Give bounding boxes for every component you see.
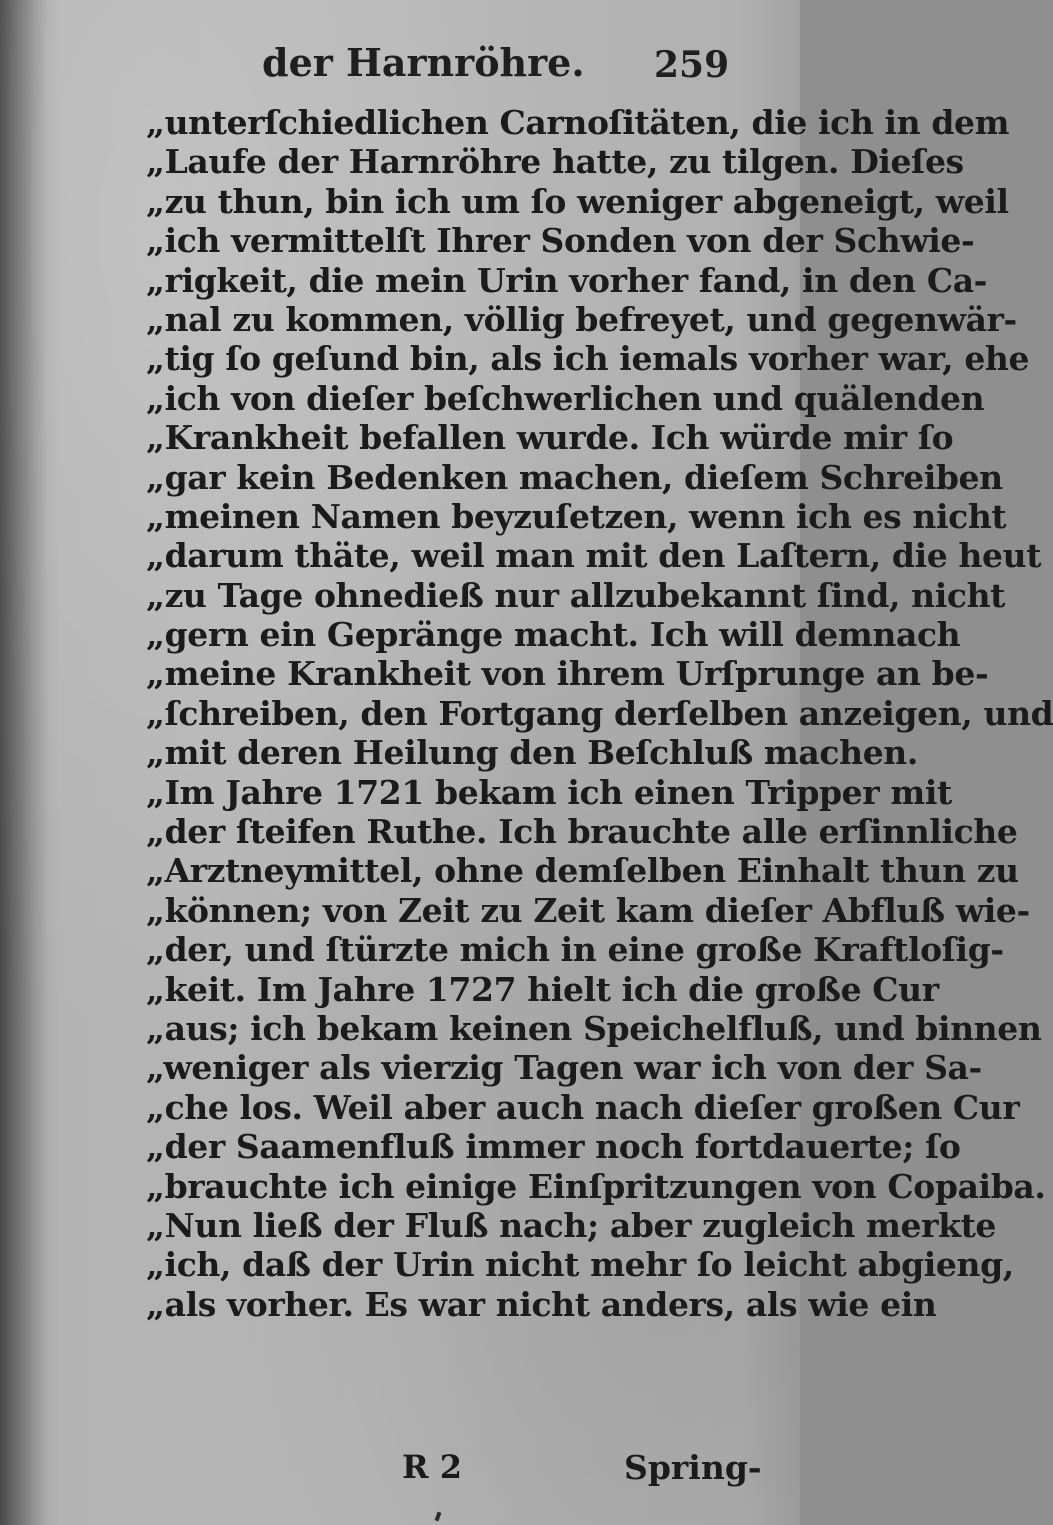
ink-speck xyxy=(435,1512,442,1522)
text-line: „brauchte ich einige Einſpritzungen von Copaiba. xyxy=(146,1166,1046,1206)
page-header xyxy=(0,40,800,100)
text-line: „Im Jahre 1721 bekam ich einen Tripper mit xyxy=(146,772,952,812)
text-line: „meine Krankheit von ihrem Urſprunge an be- xyxy=(146,654,989,694)
text-line: „Laufe der Harnröhre hatte, zu tilgen. Dieſes xyxy=(146,142,964,182)
text-line: „der Saamenfluß immer noch fortdauerte; ſo xyxy=(146,1127,961,1167)
text-line: „Krankheit befallen wurde. Ich würde mir ſo xyxy=(146,418,954,458)
text-line: „tig ſo geſund bin, als ich iemals vorher war, ehe xyxy=(146,339,1030,379)
text-line: „gar kein Bedenken machen, dieſem Schreiben xyxy=(146,457,1003,497)
text-line: „keit. Im Jahre 1727 hielt ich die große Cur xyxy=(146,969,939,1009)
text-line: „der ſteifen Ruthe. Ich brauchte alle erſinnliche xyxy=(146,812,1018,852)
text-line: „che los. Weil aber auch nach dieſer großen Cur xyxy=(146,1087,1020,1127)
text-line: „ſchreiben, den Fortgang derſelben anzeigen, und xyxy=(146,693,1053,733)
text-line: „aus; ich bekam keinen Speichelfluß, und binnen xyxy=(146,1008,1042,1048)
text-line: „als vorher. Es war nicht anders, als wie ein xyxy=(146,1284,937,1324)
text-line: „gern ein Gepränge macht. Ich will demnach xyxy=(146,615,961,655)
text-line: „weniger als vierzig Tagen war ich von der Sa- xyxy=(146,1048,982,1088)
text-line: „zu Tage ohnedieß nur allzubekannt ſind, nicht xyxy=(146,575,1006,615)
text-line: „ich, daß der Urin nicht mehr ſo leicht abgieng, xyxy=(146,1245,1014,1285)
text-line: „ich vermittelſt Ihrer Sonden von der Schwie- xyxy=(146,221,975,261)
text-line: „unterſchiedlichen Carnoſitäten, die ich in dem xyxy=(146,103,1010,142)
text-line: „mit deren Heilung den Beſchluß machen. xyxy=(146,733,918,773)
running-title: der Harnröhre. xyxy=(262,40,585,85)
body-text xyxy=(146,103,1053,1324)
page-footer xyxy=(0,1448,800,1492)
text-line: „rigkeit, die mein Urin vorher fand, in den Ca- xyxy=(146,260,987,300)
gutter-shadow xyxy=(0,0,48,1525)
text-line: „Arztneymittel, ohne demſelben Einhalt thun zu xyxy=(146,851,1019,891)
text-line: „Nun ließ der Fluß nach; aber zugleich merkte xyxy=(146,1205,997,1245)
text-line: „darum thäte, weil man mit den Laſtern, die heut xyxy=(146,536,1042,576)
text-line: „ich von dieſer beſchwerlichen und quälenden xyxy=(146,378,985,418)
catchword: Spring- xyxy=(624,1448,762,1487)
signature-mark: R 2 xyxy=(402,1448,462,1486)
text-line: „meinen Namen beyzuſetzen, wenn ich es nicht xyxy=(146,496,1007,536)
text-line: „der, und ſtürzte mich in eine große Kraftloſig- xyxy=(146,930,1004,970)
page-number: 259 xyxy=(654,44,730,86)
text-line: „nal zu kommen, völlig befreyet, und gegenwär- xyxy=(146,299,1017,339)
text-line: „zu thun, bin ich um ſo weniger abgeneigt, weil xyxy=(146,181,1009,221)
text-line: „können; von Zeit zu Zeit kam dieſer Abfluß wie- xyxy=(146,890,1030,930)
